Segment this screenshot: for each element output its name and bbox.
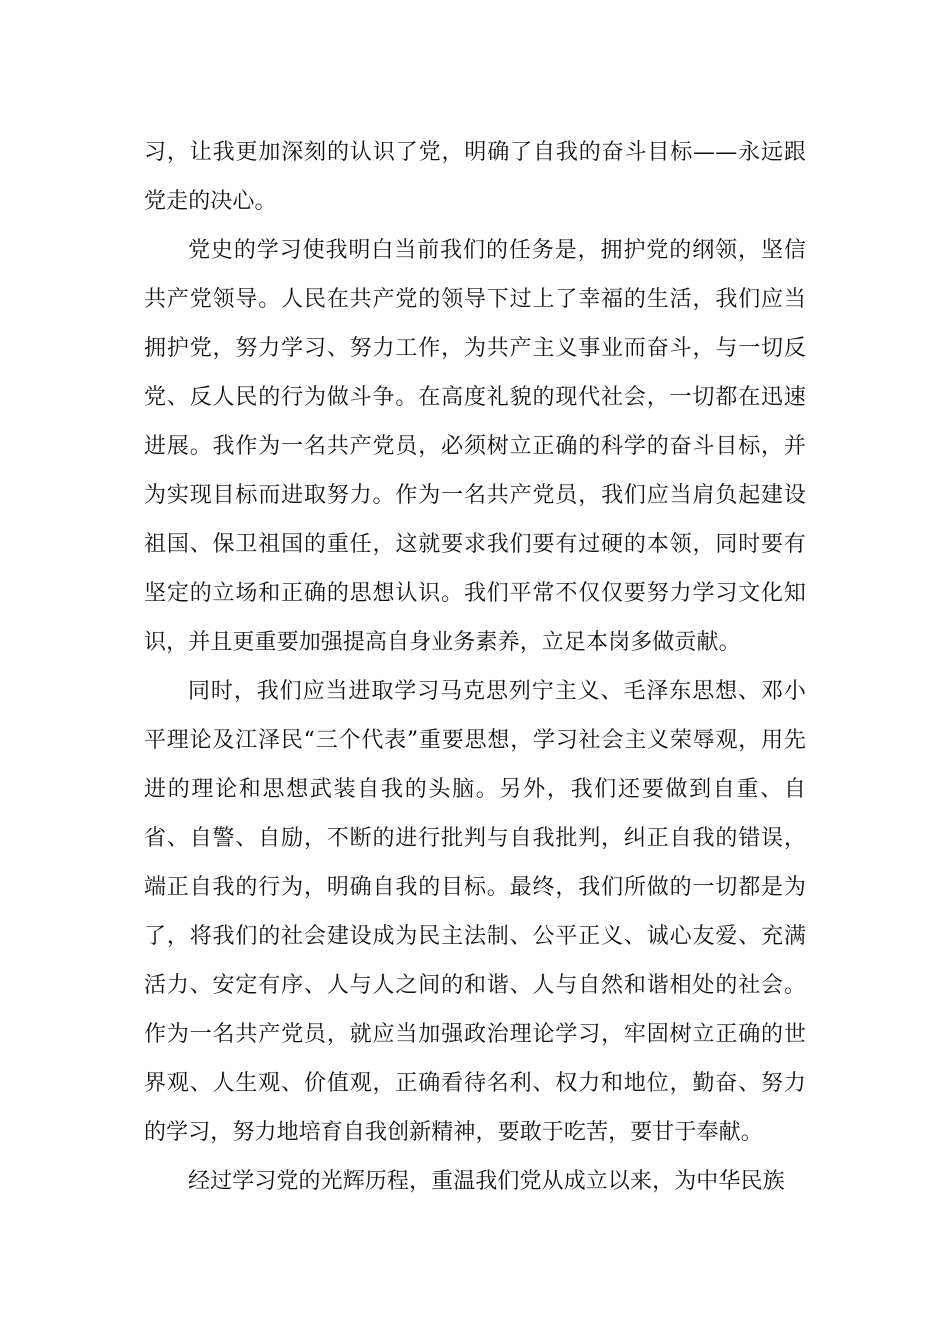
paragraph-continuation: 习，让我更加深刻的认识了党，明确了自我的奋斗目标——永远跟党走的决心。 — [144, 140, 806, 214]
document-body — [144, 128, 806, 1206]
paragraph-glorious-history: 经过学习党的光辉历程，重温我们党从成立以来，为中华民族 — [188, 1169, 785, 1194]
paragraph-theory-study: 同时，我们应当进取学习马克思列宁主义、毛泽东思想、邓小平理论及江泽民“三个代表”重要思想，学习社会主义荣辱观，用先进的理论和思想武装自我的头脑。另外，我们还要做到自重、自省、自警、自励，不断的进行批判与自我批判，纠正自我的错误，端正自我的行为，明确自我的目标。最终，我们所做的一切都是为了，将我们的社会建设成为民主法制、公平正义、诚心友爱、充满活力、安定有序、人与人之间的和谐、人与自然和谐相处的社会。作为一名共产党员，就应当加强政治理论学习，牢固树立正确的世界观、人生观、价值观，正确看待名利、权力和地位，勤奋、努力的学习，努力地培育自我创新精神，要敢于吃苦，要甘于奉献。 — [144, 679, 806, 1145]
paragraph-party-history: 党史的学习使我明白当前我们的任务是，拥护党的纲领，坚信共产党领导。人民在共产党的领导下过上了幸福的生活，我们应当拥护党，努力学习、努力工作，为共产主义事业而奋斗，与一切反党、反人民的行为做斗争。在高度礼貌的现代社会，一切都在迅速进展。我作为一名共产党员，必须树立正确的科学的奋斗目标，并为实现目标而进取努力。作为一名共产党员，我们应当肩负起建设祖国、保卫祖国的重任，这就要求我们要有过硬的本领，同时要有坚定的立场和正确的思想认识。我们平常不仅仅要努力学习文化知识，并且更重要加强提高自身业务素养，立足本岗多做贡献。 — [144, 238, 806, 655]
